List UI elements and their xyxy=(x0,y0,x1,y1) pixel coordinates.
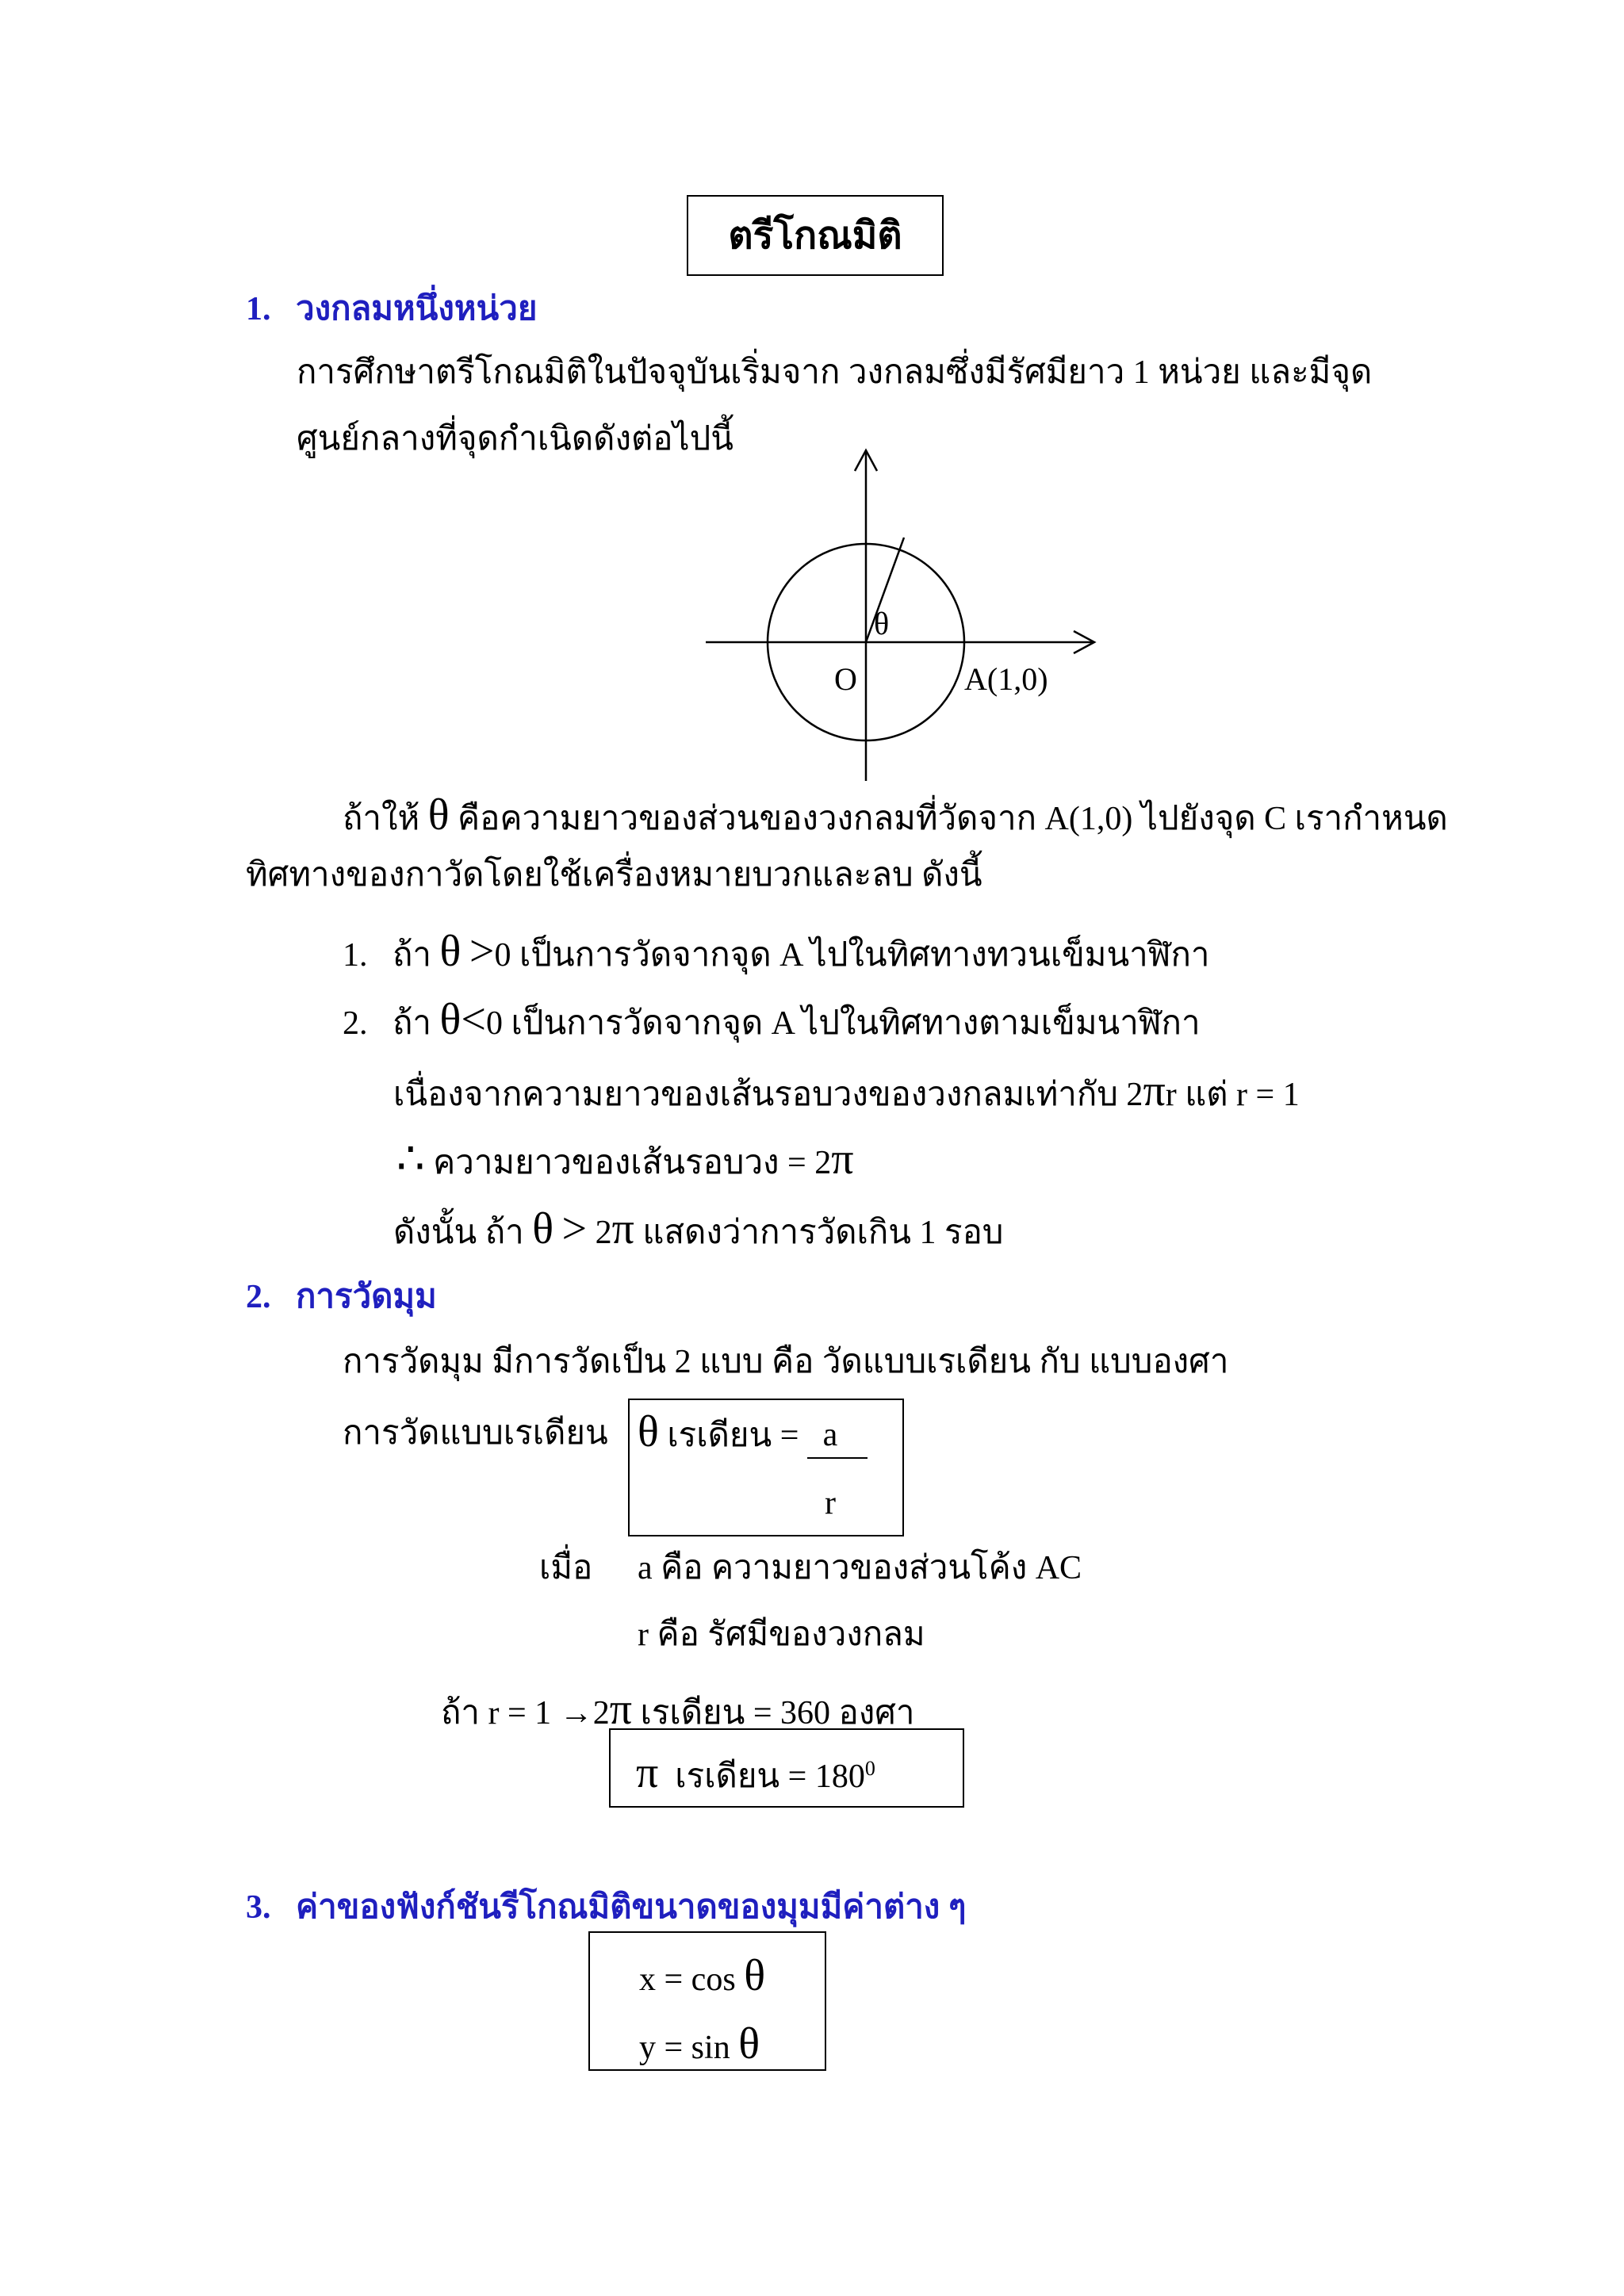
definition-r: r คือ รัศมีของวงกลม xyxy=(638,1617,925,1653)
page-title: ตรีโกณมิติ xyxy=(728,215,902,257)
definition-a: a คือ ความยาวของส่วนโค้ง AC xyxy=(638,1550,1082,1586)
section3-number: 3. xyxy=(246,1889,271,1926)
number-two: 2 xyxy=(592,1695,610,1732)
so-text: แสดงว่าการวัดเกิน 1 รอบ xyxy=(642,1215,1004,1251)
formula-numerator: a xyxy=(822,1417,838,1453)
section1-paragraph-line2: ทิศทางของกาวัดโดยใช้เครื่องหมายบวกและลบ ดังนี้ xyxy=(246,857,982,894)
list-item-prefix: ถ้า xyxy=(393,1005,432,1042)
therefore-symbol: ∴ xyxy=(396,1135,425,1184)
section2-heading xyxy=(246,1278,437,1316)
theta-label: θ xyxy=(874,606,890,641)
operator: > xyxy=(561,1204,588,1253)
therefore-text: ความยาวของเส้นรอบวง = 2 xyxy=(433,1145,832,1181)
theta-symbol: θ xyxy=(532,1204,554,1253)
circumference-tail: r แต่ r = 1 xyxy=(1165,1077,1300,1113)
unit-circle-figure xyxy=(690,444,1118,785)
section1-number: 1. xyxy=(246,291,271,327)
pi-radian-equation xyxy=(636,1747,875,1798)
pi-symbol: π xyxy=(609,1685,632,1734)
pi-symbol: π xyxy=(831,1135,854,1184)
so-line xyxy=(393,1203,1003,1254)
circumference-text: เนื่องจากความยาวของเส้นรอบวงของวงกลมเท่ากับ 2 xyxy=(393,1077,1143,1113)
x-equation xyxy=(639,1950,765,2001)
list-item-prefix: ถ้า xyxy=(393,937,432,974)
formula-text: เรเดียน = xyxy=(667,1418,799,1454)
section3-title: ค่าของฟังก์ชันรีโกณมิติขนาดของมุมมีค่าต่าง ๆ xyxy=(296,1889,967,1926)
list-item-text: 0 เป็นการวัดจากจุด A ไปในทิศทางตามเข็มนาฬิกา xyxy=(485,1005,1201,1042)
list-item xyxy=(343,926,1210,977)
theta-symbol: θ xyxy=(427,790,450,840)
section2-number: 2. xyxy=(246,1279,271,1315)
pi-symbol: π xyxy=(611,1204,634,1253)
list-item-number: 1. xyxy=(343,937,368,974)
section1-title: วงกลมหนึ่งหน่วย xyxy=(296,291,538,327)
radian-label: การวัดแบบเรเดียน xyxy=(343,1415,608,1452)
theta-symbol: θ xyxy=(439,995,462,1044)
degree-superscript: 0 xyxy=(864,1757,875,1780)
section1-paragraph-line1 xyxy=(343,790,1448,840)
section1-intro-line2: ศูนย์กลางที่จุดกำเนิดดังต่อไปนี้ xyxy=(297,421,733,457)
fraction-bar xyxy=(807,1457,868,1459)
theta-symbol: θ xyxy=(638,1407,659,1456)
conversion-prefix: ถ้า r = 1 xyxy=(441,1695,552,1732)
y-equation xyxy=(639,2019,760,2069)
y-equation-text: y = sin xyxy=(639,2030,730,2066)
pi-radian-box xyxy=(609,1728,964,1808)
pi-radian-text: เรเดียน = 180 xyxy=(675,1758,865,1795)
therefore-line xyxy=(396,1134,854,1184)
list-item xyxy=(343,994,1201,1045)
point-a-label: A(1,0) xyxy=(964,661,1048,697)
operator: > xyxy=(469,927,495,976)
so-prefix: ดังนั้น ถ้า xyxy=(393,1215,524,1251)
radian-formula-box xyxy=(628,1399,904,1536)
para-text: คือความยาวของส่วนของวงกลมที่วัดจาก A(1,0) ไปยังจุด C เรากำหนด xyxy=(458,801,1448,837)
theta-symbol: θ xyxy=(439,927,462,976)
origin-label: O xyxy=(834,661,857,697)
section3-heading xyxy=(246,1888,966,1927)
circumference-line xyxy=(393,1066,1300,1116)
right-arrow-icon: → xyxy=(559,1695,593,1732)
where-label: เมื่อ xyxy=(539,1550,593,1586)
section2-intro: การวัดมุม มีการวัดเป็น 2 แบบ คือ วัดแบบเรเดียน กับ แบบองศา xyxy=(343,1344,1229,1380)
para-prefix: ถ้าให้ xyxy=(343,801,420,837)
coordinate-formula-box xyxy=(588,1931,826,2071)
conversion-text: เรเดียน = 360 องศา xyxy=(640,1695,915,1732)
formula-lhs xyxy=(638,1406,799,1457)
list-item-number: 2. xyxy=(343,1005,368,1042)
operator: < xyxy=(461,995,486,1044)
title-box xyxy=(687,195,944,276)
list-item-text: 0 เป็นการวัดจากจุด A ไปในทิศทางทวนเข็มนาฬิกา xyxy=(494,937,1210,974)
section1-intro-line1: การศึกษาตรีโกณมิติในปัจจุบันเริ่มจาก วงกลมซึ่งมีรัศมียาว 1 หน่วย และมีจุด xyxy=(297,354,1373,391)
formula-denominator: r xyxy=(825,1485,836,1521)
theta-symbol: θ xyxy=(744,1951,766,2000)
conversion-line xyxy=(441,1684,915,1735)
pi-symbol: π xyxy=(636,1748,659,1797)
section2-title: การวัดมุม xyxy=(296,1279,437,1315)
theta-symbol: θ xyxy=(738,2019,760,2068)
pi-symbol: π xyxy=(1143,1066,1166,1115)
section1-heading xyxy=(246,290,537,328)
x-equation-text: x = cos xyxy=(639,1961,736,1998)
number-two: 2 xyxy=(595,1215,612,1251)
